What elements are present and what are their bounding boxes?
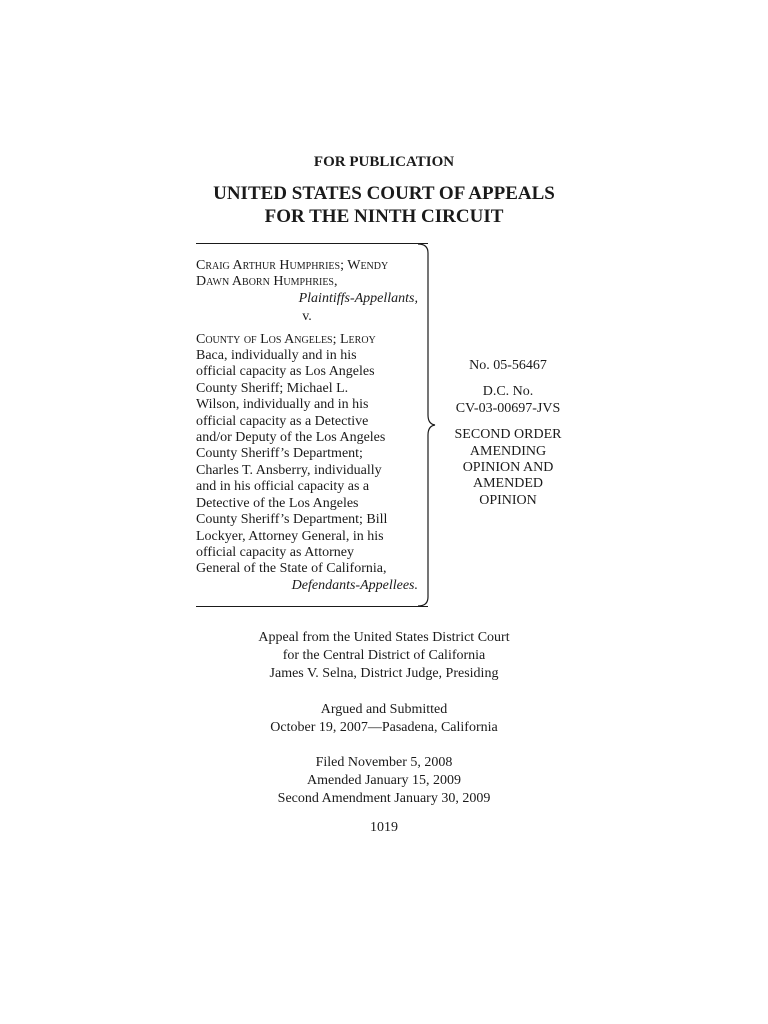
appeal-line3: James V. Selna, District Judge, Presiding [269, 666, 499, 681]
plaintiffs-line2: Dawn Aborn Humphries, [196, 274, 338, 290]
defendant-line-text: and in his official capacity as a [196, 479, 370, 495]
defendant-line [196, 414, 418, 430]
dc-number: CV-03-00697-JVS [455, 400, 561, 416]
defendants-role: Defendants-Appellees. [291, 577, 418, 593]
defendant-line-text: official capacity as Attorney [196, 544, 354, 560]
dc-label: D.C. No. [482, 384, 534, 400]
appeal-info [0, 629, 768, 683]
caption-top-rule [196, 243, 428, 244]
argued-line1: Argued and Submitted [320, 702, 448, 717]
defendant-line [196, 463, 418, 479]
defendant-line [196, 529, 418, 545]
defendant-line [196, 496, 418, 512]
appeal-line1: Appeal from the United States District Court [258, 630, 510, 645]
defendant-line [196, 446, 418, 462]
caption-brace [418, 243, 438, 607]
defendant-line-text: Detective of the Los Angeles [196, 495, 359, 511]
defendant-line [196, 332, 418, 348]
order-line: OPINION AND [462, 460, 554, 476]
defendant-line-text: Wilson, individually and in his [196, 397, 369, 413]
defendant-line-text: Charles T. Ansberry, individually [196, 462, 382, 478]
defendant-line-text: official capacity as Los Angeles [196, 364, 375, 380]
filed-line2: Amended January 15, 2009 [307, 773, 461, 788]
defendant-line-text: County Sheriff’s Department; [196, 446, 363, 462]
court-title [0, 182, 768, 228]
argued-info [0, 701, 768, 737]
plaintiffs-role: Plaintiffs-Appellants, [298, 290, 418, 306]
appeal-line2: for the Central District of California [282, 648, 486, 663]
argued-line2: October 19, 2007—Pasadena, California [270, 720, 498, 735]
defendant-line [196, 512, 418, 528]
defendant-line-text: and/or Deputy of the Los Angeles [196, 430, 386, 446]
defendant-line [196, 364, 418, 380]
versus: v. [302, 309, 312, 325]
defendant-line-text: General of the State of California, [196, 561, 387, 577]
filed-info [0, 754, 768, 808]
defendant-line [196, 561, 418, 577]
defendant-line-text: County Sheriff; Michael L. [196, 380, 349, 396]
defendant-line [196, 381, 418, 397]
court-title-line1: UNITED STATES COURT OF APPEALS [213, 183, 555, 204]
plaintiffs-line2-wrap [196, 274, 418, 290]
case-info [436, 358, 580, 509]
defendant-line-text: Lockyer, Attorney General, in his [196, 528, 384, 544]
order-line: AMENDING [469, 443, 547, 459]
defendant-line-text: Baca, individually and in his [196, 348, 357, 364]
order-line: AMENDED [473, 476, 543, 492]
order-line: OPINION [479, 492, 537, 508]
defendant-line-text: County of Los Angeles; Leroy [196, 331, 376, 347]
case-parties [196, 258, 418, 594]
defendant-line [196, 397, 418, 413]
court-title-line2: FOR THE NINTH CIRCUIT [264, 206, 504, 227]
filed-line3: Second Amendment January 30, 2009 [277, 791, 491, 806]
filed-line1: Filed November 5, 2008 [315, 755, 453, 770]
case-number: No. 05-56467 [469, 358, 547, 373]
plaintiffs-line1: Craig Arthur Humphries; Wendy [196, 258, 389, 273]
caption-bottom-rule [196, 606, 428, 607]
defendant-line [196, 479, 418, 495]
defendant-line-text: County Sheriff’s Department; Bill [196, 512, 388, 528]
page-number: 1019 [370, 820, 398, 835]
defendant-line [196, 545, 418, 561]
defendant-line-text: official capacity as a Detective [196, 413, 369, 429]
defendant-line [196, 430, 418, 446]
for-publication-heading: FOR PUBLICATION [313, 154, 455, 170]
defendant-line [196, 348, 418, 364]
order-line: SECOND ORDER [454, 427, 562, 443]
